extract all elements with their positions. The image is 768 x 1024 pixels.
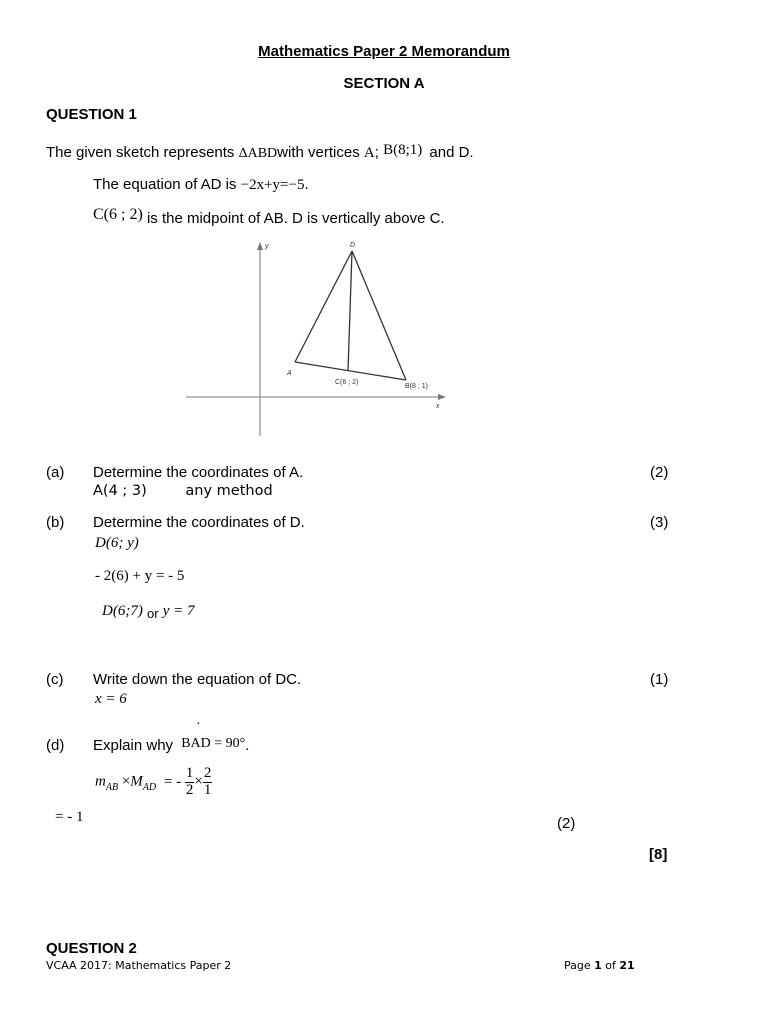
part-d-question: Explain why [93,737,174,754]
page-title: Mathematics Paper 2 Memorandum [258,43,510,60]
footer-left: VCAA 2017: Mathematics Paper 2 [46,959,232,972]
x-axis-arrow [438,394,446,400]
y-axis-label: y [265,243,269,250]
next-question-heading: QUESTION 2 [46,940,137,957]
equals-minus: = - [163,773,182,790]
angle-dot: · [196,717,201,732]
footer-page-prefix: Page [564,959,591,972]
fraction-two-over-one [203,766,213,799]
fraction2-numerator: 2 [203,765,212,781]
vertex-b-label: B(8 ; 1) [405,383,428,390]
footer-page-total: 21 [619,959,635,972]
footer-page-number: 1 [594,959,602,972]
equation-line [93,176,309,194]
part-a-marks: (2) [650,464,669,481]
times-symbol-1: × [121,773,131,790]
x-axis-label: x [436,403,440,410]
equation-pre: The equation of AD is [93,176,237,193]
part-d-post: . [245,737,250,754]
vertex-a-label: A [287,370,292,377]
part-b-y-value: y = 7 [162,603,195,619]
part-b-label: (b) [46,514,65,531]
segment-dc [348,251,352,371]
point-c-label: C(6 ; 2) [335,379,359,386]
gradient-product [95,766,212,799]
intro-line [46,144,474,162]
midpoint-text: is the midpoint of AB. D is vertically above C. [146,210,445,227]
intro-mid: with vertices [277,144,360,161]
footer-page [564,959,635,972]
side-ab [295,362,406,380]
question-total: [8] [649,846,668,863]
side-ad [295,251,352,362]
equation-post: . [304,176,309,193]
times-symbol-2: × [194,773,203,790]
part-b-line3 [102,602,195,620]
intro-pre: The given sketch represents [46,144,235,161]
intro-post: and D. [429,144,474,161]
y-axis-arrow [257,242,263,250]
M-subscript: AD [142,781,157,793]
midpoint-line [93,206,445,228]
part-d-angle: BAD = 90° [181,736,246,751]
part-b-question: Determine the coordinates of D. [93,514,305,531]
section-heading: SECTION A [343,75,425,92]
intro-semicolon: ; [374,144,379,161]
vertex-d-label: D [350,242,356,249]
part-b-marks: (3) [650,514,669,531]
part-c-answer: x = 6 [95,691,127,707]
part-c-marks: (1) [650,671,669,688]
intro-vertex-b: B(8;1) [383,142,423,158]
question-heading: QUESTION 1 [46,106,137,123]
M-symbol: M [130,773,143,790]
midpoint-c: C(6 ; 2) [93,206,143,223]
part-b-point-d: D(6;7) [102,603,143,619]
part-d-label: (d) [46,737,65,754]
fraction1-numerator: 1 [185,765,194,781]
fraction1-denominator: 2 [185,781,194,798]
side-db [352,251,406,380]
fraction2-denominator: 1 [203,781,212,798]
part-d-marks: (2) [557,815,576,832]
footer-page-of: of [605,959,616,972]
part-c-label: (c) [46,671,64,688]
part-d-line [93,737,249,755]
m-symbol: m [95,773,106,790]
part-b-or: or [147,606,159,621]
triangle-sketch [180,238,450,440]
part-c-question: Write down the equation of DC. [93,671,302,688]
part-b-line2: - 2(6) + y = - 5 [95,568,185,584]
part-a-question: Determine the coordinates of A. [93,464,304,481]
equation-ad: −2x+y=−5 [240,177,305,193]
m-subscript: AB [105,781,119,793]
intro-triangle: ΔABD [238,146,278,161]
part-a-answer-note: any method [185,483,273,499]
part-d-result: = - 1 [55,809,84,825]
part-a-answer [93,483,273,499]
intro-vertex-a: A [363,145,375,161]
part-b-line1: D(6; y) [95,535,139,551]
part-a-label: (a) [46,464,65,481]
part-a-answer-point: A(4 ; 3) [93,483,147,499]
fraction-one-half [185,766,195,799]
